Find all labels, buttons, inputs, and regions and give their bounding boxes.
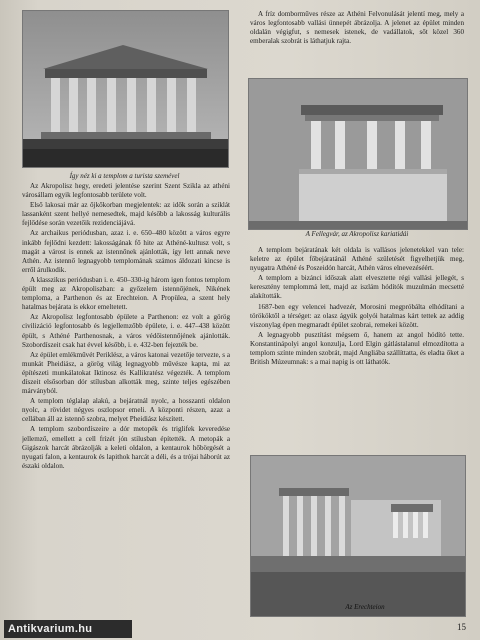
paragraph: Az Akropolisz hegy, eredeti jelentése szerint Szent Szikla az athéni városállam egyik legfontosabb területe volt. — [22, 182, 230, 200]
erechtheion-photo — [250, 455, 466, 617]
paragraph: A templom szobordíszeire a dór metopék és triglifek keveredése jellemző, emellett a cell frízét jón stílusban építették. A metopák a Gigászok harcát ábrázolják a keleti oldalon, a kentaurok hőbörgését a nyugati falon, a kentaurok és lapithok harcát a déli, és a trójai háborút az északi oldalon. — [22, 425, 230, 470]
paragraph: A legnagyobb pusztítást mégsem ő, hanem az angol hódító tette. Konstantinápolyi angol konzulja, Lord Elgin gátlástalanul elmozdította a templom színte minden szobrát, majd Angliába szállíttatta, és eladta őket a British Múzeumnak: s a mai napig is ott láthatók. — [250, 330, 464, 367]
page-number: 15 — [457, 622, 466, 632]
paragraph: Az Akropolisz legfontosabb épülete a Parthenon: ez volt a görög civilizáció legfontosabb és legjellemzőbb épülete, i. e. 447–438 között épült, s Athéné Parthenosnak, a város védőistennőjének ajánlották. Szobordíszeit csak hat évvel később, i. e. 432-ben fejezték be. — [22, 313, 230, 349]
paragraph: Az archaikus periódusban, azaz i. e. 650–480 között a város egyre inkább fejlődni kezdett: lakosságának fő hite az Athéné-kultusz volt, s magát a várost is ennek az istennőnek ajánlották, így lett annak neve Athén. Az istennő legnagyobb templomának számos áldozati kincse is erről árulkodik. — [22, 229, 230, 274]
right-text-top — [250, 10, 464, 76]
paragraph: Az épület emlékművét Periklész, a város katonai vezetője tervezte, s a munkát Pheidiász, a görög világ legnagyobb művésze kapta, mi az építészeti munkálatokat Iktinosz és Kallikratész végezték. A templom díszeit elsősorban dór stílusban alkották meg, szinte teljes egészében márványból. — [22, 350, 230, 396]
left-text-column — [22, 182, 230, 634]
paragraph: A fríz domborműves része az Athéni Felvonulását jelentí meg, mely a város legfontosabb vallási ünnepét ábrázolja. A jelenet az épület minden oldalán végigfut, s nemesek istenek, de vadállatok, sőt közel 360 emberalak szobrát is láthatjuk rajta. — [250, 10, 464, 46]
parthenon-caption: Így néz ki a templom a turista szemével — [69, 172, 180, 180]
watermark-logo: Antikvarium.hu — [4, 620, 132, 638]
paragraph: A templom téglalap alakú, a bejáratnál nyolc, a hosszanti oldalon nyolc, a rövidet négyes oszlopsor emeli. A központi részen, azaz a cellában áll az istennő szobra, melyet Pheidiász készített. — [22, 397, 230, 424]
right-text-bottom — [250, 246, 464, 452]
caryatids-caption: A Fellegvár, az Akropolisz kariatidái — [305, 230, 409, 238]
paragraph: A templom bejáratának két oldala is vallásos jelenetekkel van tele: keletre az épület főbejáratánál Athéné születését figyelhetjük meg, nyugatra Athéné és Poszeidón harcát, Athén város elnevezéséért. — [250, 246, 464, 273]
paragraph: A templom a bizánci időszak alatt elvesztette régi vallási jellegét, s keresztény templommá lett, majd az iszlám hódítók muzulmán mecsetté alakították. — [250, 274, 464, 301]
erechtheion-caption: Az Erechteion — [345, 603, 385, 611]
paragraph: Első lakosai már az őjkőkorban megjelentek: az idők során a sziklát lassanként szent hellyé nemesedtek, majd később a lakosság kulturális fejlődése során vezetőik rezidenciájává. — [22, 201, 230, 228]
paragraph: 1687-ben egy velencei hadvezér, Morosini megpróbálta elhódítani a törököktől a térséget: az olasz ágyúk golyói hatalmas kárt tettek az addig viszonylag épen megmaradt épület szobrai, remekei között. — [250, 302, 464, 329]
caryatids-photo — [248, 78, 468, 230]
parthenon-photo — [22, 10, 229, 168]
paragraph: A klasszikus periódusban i. e. 450–330-ig három igen fontos templom épült meg az Akropoliszban: a győzelem istennőjének, Nikének temploma, a Parthenon és az Erechteion. A Propülea, a szent hely hatalmas bejárata is ekkor emeltetett. — [22, 275, 230, 312]
